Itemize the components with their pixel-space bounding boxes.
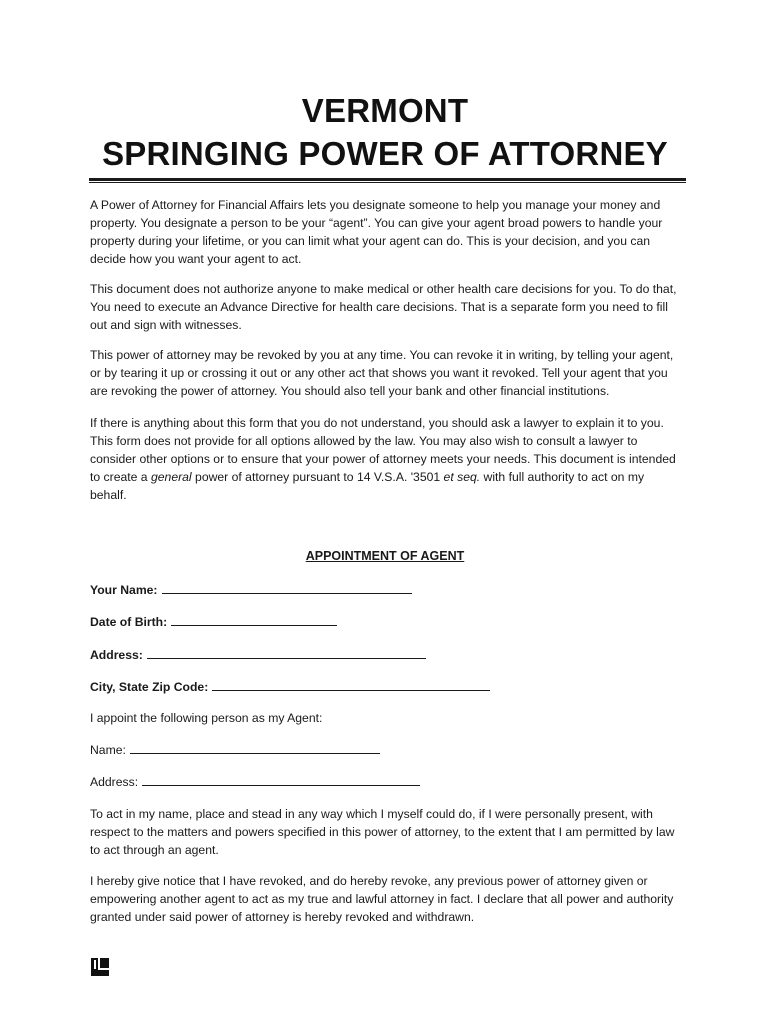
title-rule-thin bbox=[89, 182, 686, 183]
revocation-paragraph: I hereby give notice that I have revoked, and do hereby revoke, any previous power of attorney given or empowering another agent to act as my true and lawful attorney in fact. I declare that all power and authority granted under said power of attorney is hereby revoked and withdrawn. bbox=[90, 874, 674, 924]
date-of-birth-label: Date of Birth: bbox=[90, 615, 168, 629]
intro-p4-text-a: If there is anything about this form that you do not understand, you should ask a lawyer to explain it to you. This form does not provide for all options allowed by the law. You may also wish to consult a lawyer to consider other options or to ensure that your power of attorney meets your needs. This document is intended to create a bbox=[90, 416, 676, 484]
appointment-heading: APPOINTMENT OF AGENT bbox=[305, 549, 465, 563]
intro-p4-text-c: with full authority to act on my behalf. bbox=[90, 470, 645, 502]
intro-paragraph-2: This document does not authorize anyone to make medical or other health care decisions for you. To do that, You need to execute an Advance Directive for health care decisions. That is a separate form you need to fill out and sign with witnesses. bbox=[90, 282, 677, 332]
intro-paragraph-3: This power of attorney may be revoked by you at any time. You can revoke it in writing, by telling your agent, or by tearing it up or crossing it out or any other act that shows you want it revoked. Tell your agent that you are revoking the power of attorney. You should also tell your bank and other financial institutions. bbox=[90, 348, 674, 398]
title-rule-thick bbox=[89, 178, 686, 181]
agent-name-field bbox=[90, 741, 380, 759]
intro-p4-italic-general: general bbox=[150, 470, 192, 484]
address-field bbox=[90, 646, 426, 664]
date-of-birth-blank[interactable] bbox=[171, 613, 337, 626]
intro-paragraph-1: A Power of Attorney for Financial Affairs lets you designate someone to help you manage your money and property. You designate a person to be your “agent”. You can give your agent broad powers to handle your property during your lifetime, or you can limit what your agent can do. This is your decision, and you can decide how you want your agent to act. bbox=[90, 198, 663, 266]
intro-paragraph-4 bbox=[90, 414, 684, 504]
agent-address-blank[interactable] bbox=[142, 773, 420, 786]
intro-p4-italic-et-seq: et seq. bbox=[443, 470, 481, 484]
city-state-zip-blank[interactable] bbox=[212, 678, 490, 691]
document-logo-icon bbox=[91, 958, 109, 976]
address-label: Address: bbox=[90, 648, 143, 662]
appoint-agent-text: I appoint the following person as my Agent: bbox=[90, 711, 323, 725]
date-of-birth-field bbox=[90, 613, 337, 631]
agent-name-label: Name: bbox=[90, 743, 126, 757]
your-name-blank[interactable] bbox=[162, 581, 412, 594]
document-title: SPRINGING POWER OF ATTORNEY bbox=[102, 135, 668, 172]
agent-address-field bbox=[90, 773, 420, 791]
your-name-label: Your Name: bbox=[90, 583, 158, 597]
agent-address-label: Address: bbox=[90, 775, 139, 789]
city-state-zip-label: City, State Zip Code: bbox=[90, 680, 209, 694]
address-blank[interactable] bbox=[147, 646, 426, 659]
document-title-state: VERMONT bbox=[301, 92, 469, 129]
city-state-zip-field bbox=[90, 678, 490, 696]
authority-paragraph: To act in my name, place and stead in any way which I myself could do, if I were personally present, with respect to the matters and powers specified in this power of attorney, to the extent that I am permitted by law to act through an agent. bbox=[90, 807, 675, 857]
agent-name-blank[interactable] bbox=[130, 741, 380, 754]
your-name-field bbox=[90, 581, 412, 599]
intro-p4-text-b: power of attorney pursuant to 14 V.S.A. '3501 bbox=[191, 470, 444, 484]
